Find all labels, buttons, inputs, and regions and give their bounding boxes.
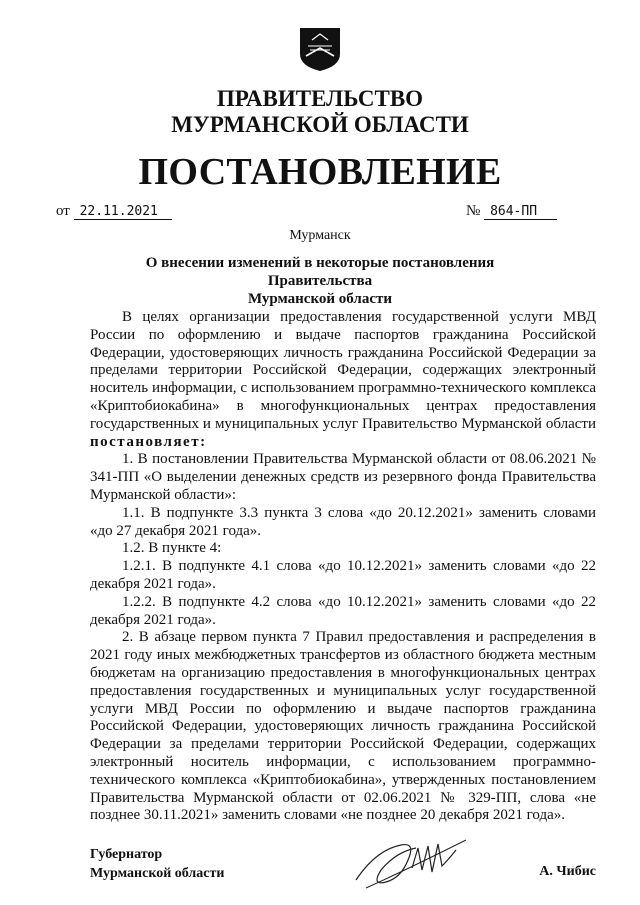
resolution-keyword: постановляет: [90,433,207,450]
subject-line1: О внесении изменений в некоторые постановления Правительства [145,255,495,289]
subject-line2: Мурманской области [247,291,393,307]
signatory-title-line2: Мурманской области [90,866,225,881]
body-paragraph: 1.2. В пункте 4: [122,540,222,557]
date-prefix: от [56,203,70,219]
city-name: Мурманск [289,228,351,243]
body-paragraph: 1. В постановлении Правительства Мурманской области от 08.06.2021 № 341-ПП «О выделении денежных средств из резервного фонда Правительства Мурманской области»: [90,451,596,503]
signatory-title [90,845,224,883]
document-type-title: ПОСТАНОВЛЕНИЕ [138,151,502,193]
government-header [0,86,640,138]
preamble-text: В целях организации предоставления государственной услуги МВД России по оформлению и выдаче паспортов гражданина Российской Федерации, удостоверяющих личность гражданина Российской Федерации за пределами территории Российской Федерации, содержащих электронный носитель информации, с использованием программно-технического комплекса «Криптобиокабина» в многофункциональных центрах предоставления государственных и муниципальных услуг Правительство Мурманской области [90,309,596,432]
body-paragraph: 1.1. В подпункте 3.3 пункта 3 слова «до 20.12.2021» заменить словами «до 27 декабря 2021 года». [90,504,596,539]
body-paragraph: 1.2.1. В подпункте 4.1 слова «до 10.12.2021» заменить словами «до 22 декабря 2021 года». [90,558,596,592]
government-title-line1: ПРАВИТЕЛЬСТВО [216,86,424,111]
coat-of-arms-icon [298,26,342,72]
handwritten-signature-icon [346,830,476,900]
body-paragraph: 2. В абзаце первом пункта 7 Правил предоставления и распределения в 2021 году иных межбюджетных трансфертов из областного бюджета местным бюджетам на организацию предоставления в многофункциональных центрах предоставления государственных и муниципальных услуг государственной услуги МВД России по оформлению и выдаче паспортов гражданина Российской Федерации, удостоверяющих личность гражданина Российской Федерации за пределами территории Российской Федерации, содержащих электронный носитель информации, с использованием программно-технического комплекса «Криптобиокабина», утвержденных постановлением Правительства Мурманской области от 02.06.2021 № 329-ПП, слова «не позднее 30.11.2021» заменить словами «не позднее 20 декабря 2021 года». [90,629,596,824]
document-number: 864-ПП [484,204,557,220]
document-date: 22.11.2021 [74,204,172,220]
body-paragraph: 1.2.2. В подпункте 4.2 слова «до 10.12.2021» заменить словами «до 22 декабря 2021 года». [90,593,596,628]
document-body [90,309,596,825]
number-prefix: № [466,203,481,219]
government-title-line2: МУРМАНСКОЙ ОБЛАСТИ [171,112,469,137]
document-subject [100,254,540,308]
signatory-name: А. Чибис [539,864,596,879]
document-number-row [466,203,557,220]
body-paragraph-preamble [90,309,596,451]
signatory-title-line1: Губернатор [90,847,163,862]
document-date-row [56,203,172,220]
